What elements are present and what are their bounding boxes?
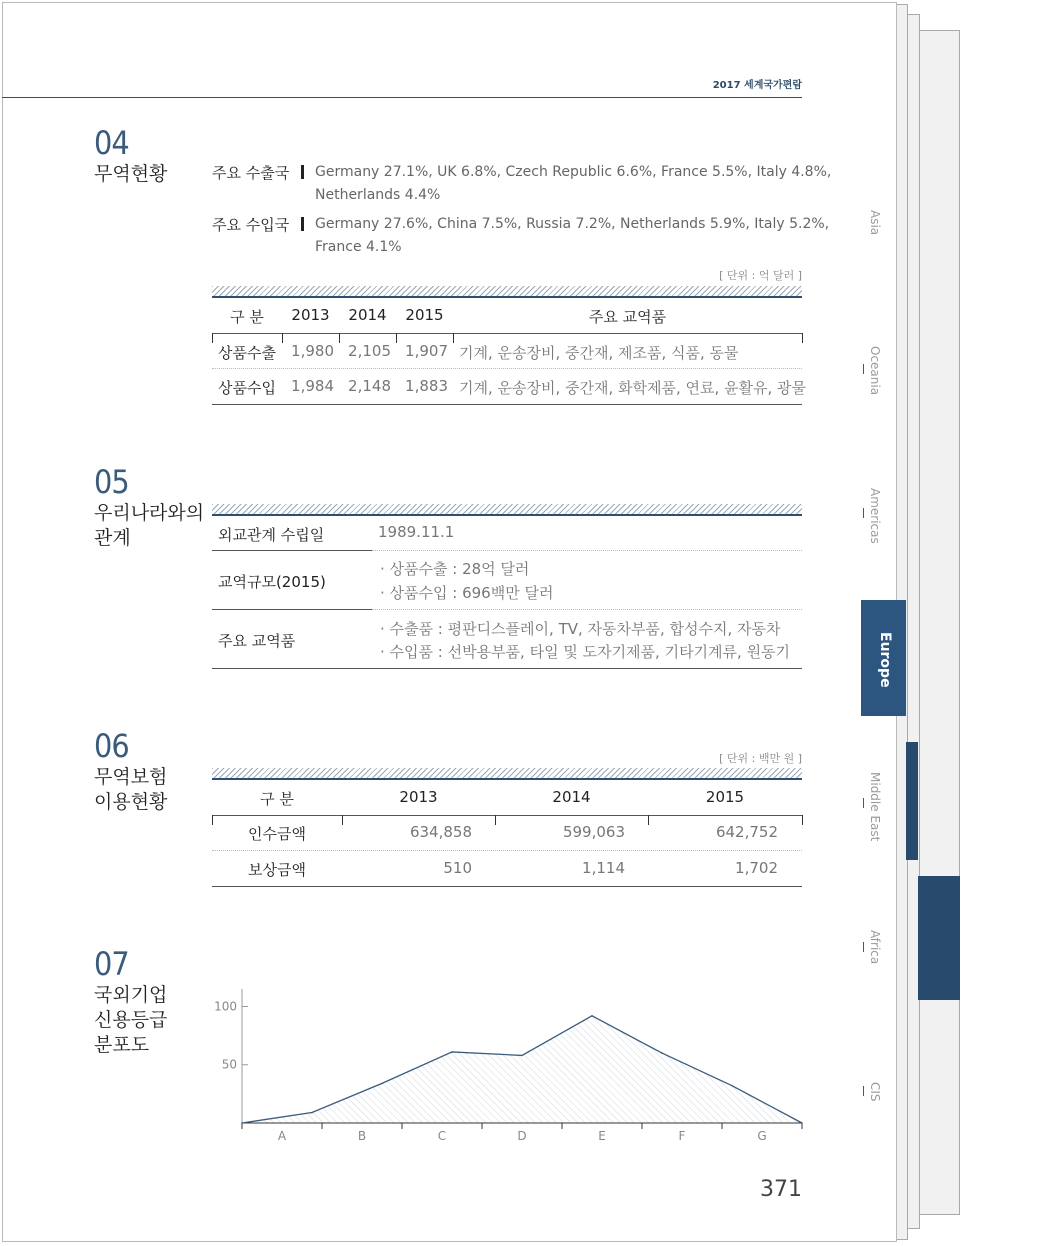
row-label: 보상금액 [248,861,306,879]
label-separator [301,217,304,231]
edge-tab-marker [906,742,918,860]
section-title: 국외기업 [94,984,168,1006]
x-tick-label: C [437,1129,447,1143]
row-label: 인수금액 [248,825,306,843]
page-number: 371 [760,1177,802,1202]
table-header: 2015 [705,788,745,806]
table-header: 2014 [552,788,591,806]
data-point [661,1052,663,1054]
x-tick-label: G [757,1129,767,1143]
section-number: 07 [94,945,129,983]
table-header: 주요 교역품 [588,308,667,326]
side-tab-africa[interactable]: Africa [868,930,882,965]
side-tab-marker [863,508,864,518]
table-bottom-rule [212,668,802,669]
book-edge-middle [906,14,920,1229]
row-divider [372,609,802,610]
y-tick-label: 100 [214,999,237,1014]
table-cell: 1,980 [291,342,334,360]
table-cell: 599,063 [562,823,625,841]
row-divider [212,850,802,851]
section-number: 05 [94,463,129,501]
label-rule [212,609,372,610]
table-top-rule [212,768,802,780]
table-cell: 1,702 [735,859,778,877]
label-separator [301,165,304,179]
table-header: 2014 [348,306,387,324]
table-header: 2013 [291,306,330,324]
import-countries-line: Germany 27.6%, China 7.5%, Russia 7.2%, Netherlands 5.9%, Italy 5.2%, [315,216,830,232]
table-bottom-rule [212,886,802,887]
table-top-rule [212,504,802,516]
side-tab-middle-east[interactable]: Middle East [868,772,882,842]
section-title: 무역현황 [94,163,168,185]
running-header: 2017 세계국가편람 [712,80,802,91]
header-rule [2,97,802,98]
section-number: 04 [94,124,129,162]
table-header: 2013 [399,788,438,806]
column-tick [212,333,213,343]
section-title: 우리나라와의 [94,502,205,524]
data-point [381,1083,383,1085]
credit-rating-chart [200,985,820,1150]
x-tick-label: B [357,1129,367,1143]
column-tick [802,333,803,343]
section-title: 분포도 [94,1034,150,1056]
table-rule [212,815,802,816]
table-bottom-rule [212,404,802,405]
row-label: 주요 교역품 [218,632,296,650]
data-point [451,1051,453,1053]
import-countries-line: France 4.1% [315,239,402,255]
x-tick-label: D [517,1129,527,1143]
table-cell: 1,907 [405,342,448,360]
unit-note: [ 단위 : 백만 원 ] [719,752,802,765]
data-point [241,1122,243,1124]
table-header: 구 분 [230,308,264,326]
side-tab-marker [863,364,864,374]
column-tick [453,333,454,343]
y-tick-label: 50 [221,1057,237,1072]
side-tab-oceania[interactable]: Oceania [868,346,882,396]
side-tab-europe-label: Europe [877,632,893,688]
table-cell: 기계, 운송장비, 중간재, 화학제품, 연료, 윤활유, 광물 [459,379,807,397]
table-cell: 2,148 [348,377,391,395]
trade-volume-line: · 상품수출 : 28억 달러 [380,560,530,578]
column-tick [802,815,803,825]
side-tab-asia[interactable]: Asia [868,210,882,236]
side-tab-marker [863,942,864,952]
export-countries-label: 주요 수출국 [212,164,290,182]
side-tab-americas[interactable]: Americas [868,488,882,544]
table-header: 2015 [405,306,444,324]
side-tab-marker [863,1086,864,1096]
table-cell: 2,105 [348,342,391,360]
data-point [311,1112,313,1114]
label-rule [212,550,372,551]
section-title: 무역보험 [94,766,168,788]
section-number: 06 [94,727,129,765]
data-point [731,1085,733,1087]
book-edge-back [916,30,960,1215]
data-point [521,1055,523,1057]
row-divider [212,368,802,369]
table-top-rule [212,286,802,298]
edge-tab-marker [918,876,960,1000]
unit-note: [ 단위 : 억 달러 ] [719,269,802,282]
export-countries-line: Germany 27.1%, UK 6.8%, Czech Republic 6.6%, France 5.5%, Italy 4.8%, [315,164,832,180]
x-tick-label: A [277,1129,287,1143]
section-title: 관계 [94,527,131,549]
row-label: 상품수출 [218,344,276,362]
table-cell: 510 [443,859,472,877]
data-point [591,1015,593,1017]
table-cell: 1,883 [405,377,448,395]
row-label: 외교관계 수립일 [218,526,325,544]
side-tab-marker [863,798,864,808]
side-tab-cis[interactable]: CIS [868,1082,882,1102]
table-cell: 1,114 [582,859,625,877]
row-label: 상품수입 [218,379,276,397]
table-rule [212,333,802,334]
table-header: 구 분 [260,790,294,808]
table-cell: 634,858 [409,823,472,841]
x-tick-label: F [678,1129,686,1143]
x-tick-label: E [598,1129,606,1143]
section-title: 신용등급 [94,1009,168,1031]
table-cell: 642,752 [715,823,778,841]
section-title: 이용현황 [94,791,168,813]
table-cell: 기계, 운송장비, 중간재, 제조품, 식품, 동물 [459,344,739,362]
table-cell: 1,984 [291,377,334,395]
export-countries-line: Netherlands 4.4% [315,187,441,203]
import-countries-label: 주요 수입국 [212,216,290,234]
row-divider [372,550,802,551]
diplomatic-date: 1989.11.1 [378,523,455,541]
trade-volume-line: · 상품수입 : 696백만 달러 [380,584,554,602]
data-point [801,1122,803,1124]
row-label: 교역규모(2015) [218,573,326,591]
trade-items-line: · 수출품 : 평판디스플레이, TV, 자동차부품, 합성수지, 자동차 [380,620,781,638]
trade-items-line: · 수입품 : 선박용부품, 타일 및 도자기제품, 기타기계류, 원동기 [380,643,791,661]
